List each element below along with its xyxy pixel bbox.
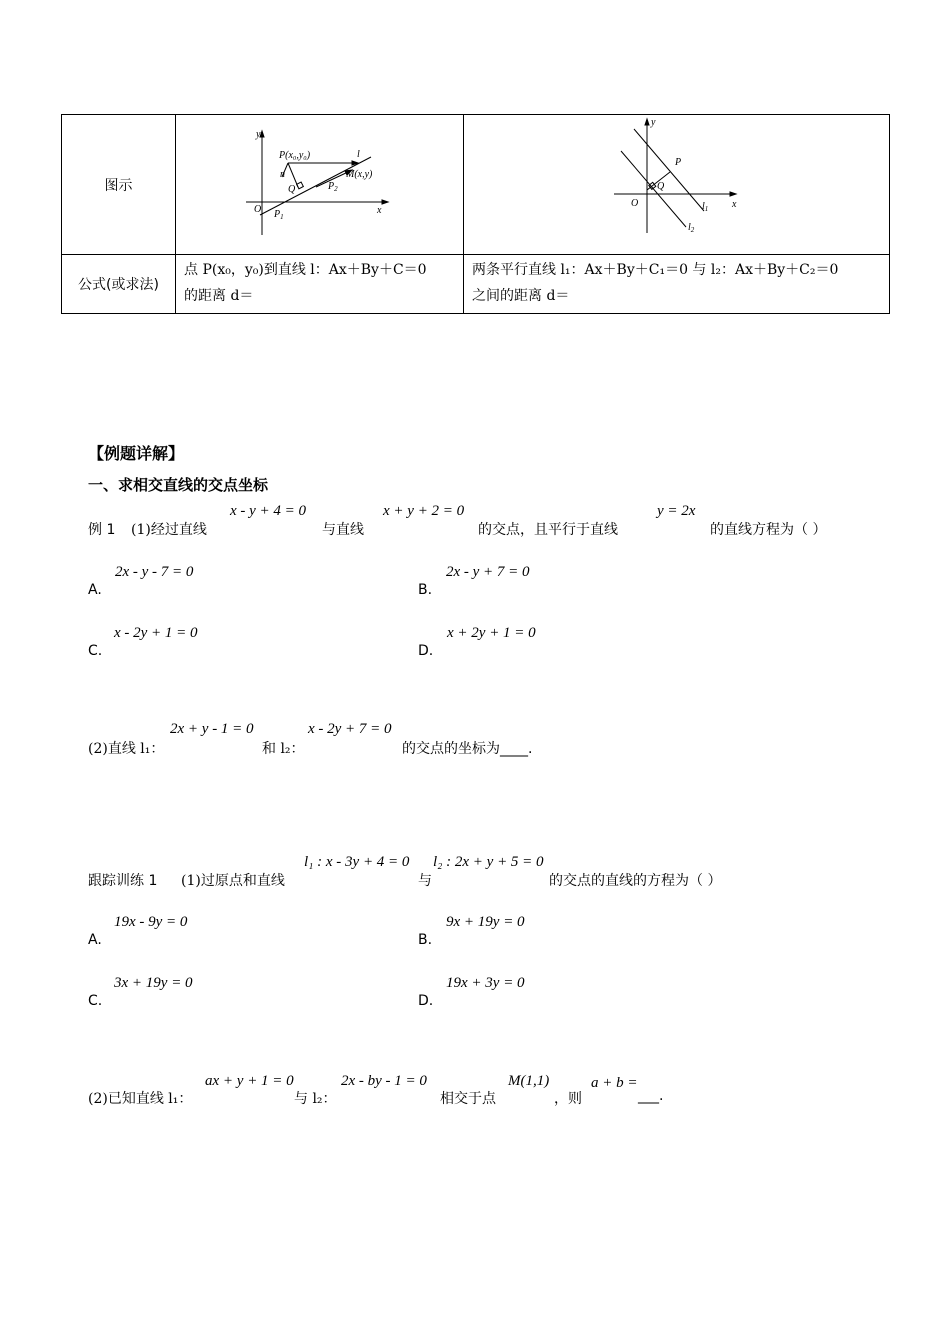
example1-q1-text-b: 与直线 [322,522,364,538]
fig1-y-label: y [256,129,261,140]
training1-eq-b: l₂ : 2x + y + 5 = 0 [433,854,544,870]
formula-parallel-lines-distance: 之间的距离 d＝ [472,288,570,304]
training1-eq-f: a + b = [591,1075,638,1091]
training1-label: 跟踪训练 1 [88,873,158,889]
fig1-origin-label: O [254,204,262,215]
fig2-line-l2-label: $l_2$ [688,222,695,234]
example1-eq-e: x - 2y + 7 = 0 [308,721,392,737]
example1-eq-b: x + y + 2 = 0 [383,503,465,519]
example1-q2-text-a: (2)直线 l₁： [88,741,165,757]
section-subheading: 一、求相交直线的交点坐标 [88,476,269,494]
fig1-point-m-label: M(x,y) [346,169,373,180]
example1-q2-text-b: 和 l₂： [262,741,305,757]
fig1-point-p2-label: $P_2$ [328,181,338,193]
training1-eq-e: M(1,1) [508,1073,550,1089]
training1-option-b-eq[interactable]: 9x + 19y = 0 [446,914,525,930]
example1-q2-text-c: 的交点的坐标为____. [402,741,533,757]
example1-option-c-eq[interactable]: x - 2y + 1 = 0 [114,625,198,641]
training1-q2-text-b: 与 l₂： [294,1091,337,1107]
training1-option-a-eq[interactable]: 19x - 9y = 0 [114,914,188,930]
training1-eq-a: l₁ : x - 3y + 4 = 0 [304,854,410,870]
example1-option-c-letter[interactable]: C. [88,643,103,659]
parallel-lines-diagram [464,115,889,250]
example1-option-b-letter[interactable]: B. [418,582,433,598]
training1-q1-text-a: (1)过原点和直线 [181,873,285,889]
training1-option-d-eq[interactable]: 19x + 3y = 0 [446,975,525,991]
training1-option-c-eq[interactable]: 3x + 19y = 0 [114,975,193,991]
example1-q1-text-c: 的交点，且平行于直线 [478,522,618,538]
example1-label: 例 1 [88,522,116,538]
point-to-line-diagram [176,115,463,250]
section-heading: 【例题详解】 [88,444,185,463]
example1-q1-text-a: (1)经过直线 [131,522,207,538]
fig2-line-l1-label: $l_1$ [702,201,709,213]
fig2-x-label: x [732,199,737,210]
row-label-figure: 图示 [62,115,176,255]
training1-eq-d: 2x - by - 1 = 0 [341,1073,427,1089]
example1-q1-text-d: 的直线方程为（ ） [710,522,827,538]
fig1-x-label: x [377,205,382,216]
example1-eq-c: y = 2x [657,503,696,519]
example1-option-b-eq[interactable]: 2x - y + 7 = 0 [446,564,530,580]
example1-option-d-eq[interactable]: x + 2y + 1 = 0 [447,625,536,641]
training1-q2-text-c: 相交于点 [440,1091,496,1107]
fig2-foot-q-label: Q [657,181,665,192]
formula-parallel-lines-text: 两条平行直线 l₁：Ax＋By＋C₁＝0 与 l₂：Ax＋By＋C₂＝0 [472,262,839,278]
training1-option-d-letter[interactable]: D. [418,993,434,1009]
example1-eq-a: x - y + 4 = 0 [230,503,307,519]
fig1-point-p-label: P(x₀,y₀) [279,150,311,161]
fig1-normal-n-label: n [280,169,285,180]
fig1-foot-q-label: Q [288,184,296,195]
formula-parallel-lines [464,255,890,314]
example1-option-a-eq[interactable]: 2x - y - 7 = 0 [115,564,194,580]
example1-eq-d: 2x + y - 1 = 0 [170,721,254,737]
fig1-line-l-label: l [357,149,360,160]
figure-parallel-lines-cell [464,115,890,255]
fig1-point-p1-label: $P_1$ [274,209,284,221]
formula-point-line-text: 点 P(x₀，y₀)到直线 l：Ax＋By＋C＝0 [184,262,427,278]
training1-q2-text-e: ___. [638,1088,664,1104]
example1-option-a-letter[interactable]: A. [88,582,102,598]
fig2-point-p-label: P [675,157,682,168]
training1-q2-text-a: (2)已知直线 l₁： [88,1091,193,1107]
training1-eq-c: ax + y + 1 = 0 [205,1073,294,1089]
training1-option-b-letter[interactable]: B. [418,932,433,948]
training1-q2-text-d: ，则 [554,1091,582,1107]
formula-point-line [176,255,464,314]
training1-option-a-letter[interactable]: A. [88,932,102,948]
row-label-formula: 公式(或求法) [62,255,176,314]
fig2-y-label: y [651,117,656,128]
example1-option-d-letter[interactable]: D. [418,643,434,659]
formula-point-line-distance: 的距离 d＝ [184,288,254,304]
training1-q1-text-b: 与 [418,873,432,889]
training1-q1-text-c: 的交点的直线的方程为（ ） [549,873,722,889]
figure-point-line-cell [176,115,464,255]
formula-table [61,114,890,314]
fig2-origin-label: O [631,198,639,209]
training1-option-c-letter[interactable]: C. [88,993,103,1009]
